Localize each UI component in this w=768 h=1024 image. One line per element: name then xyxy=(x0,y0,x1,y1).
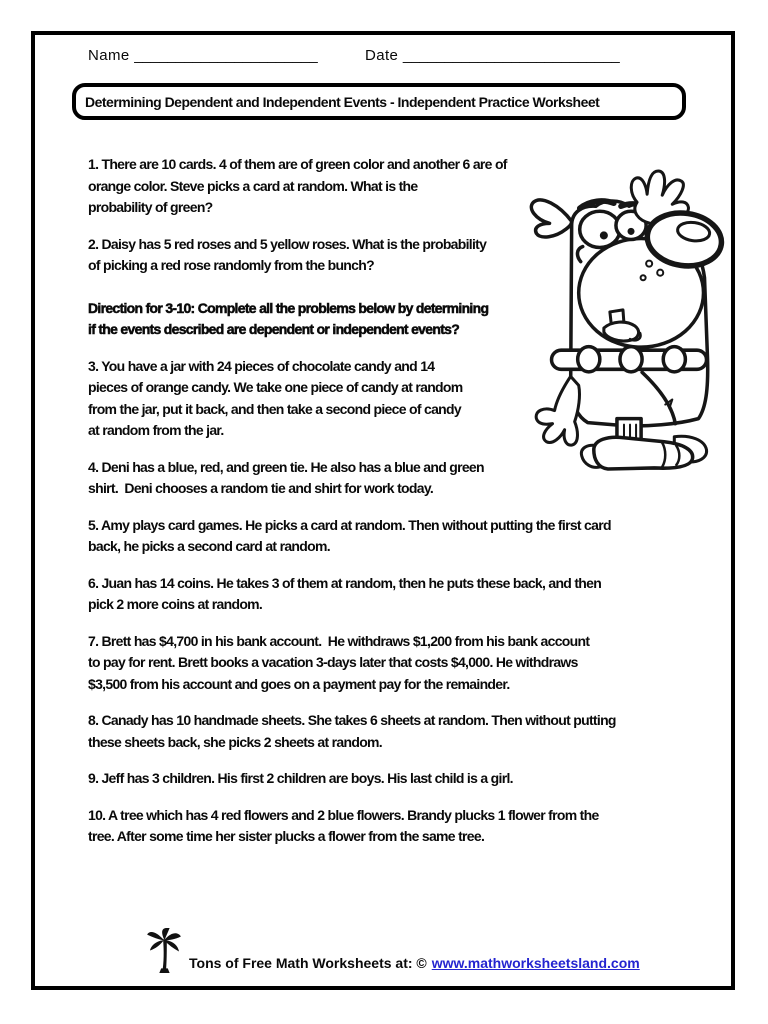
page-border-frame xyxy=(31,31,735,990)
problem-7-line: $3,500 from his account and goes on a payment pay for the remainder. xyxy=(88,675,510,692)
name-label: Name xyxy=(88,47,135,64)
problem-9-line: 9. Jeff has 3 children. His first 2 children are boys. His last child is a girl. xyxy=(88,770,513,786)
cartoon-dog-illustration xyxy=(525,165,727,477)
worksheet-title-box xyxy=(72,83,686,120)
problem-9 xyxy=(88,768,731,790)
problem-7-line: 7. Brett has $4,700 in his bank account. He withdraws $1,200 from his bank account xyxy=(88,632,590,649)
header-row xyxy=(35,47,731,71)
problem-6-line: pick 2 more coins at random. xyxy=(88,596,263,612)
footer-website-link[interactable]: www.mathworksheetsland.com xyxy=(431,955,640,971)
palm-tree-icon xyxy=(147,928,181,973)
problem-10-line: tree. After some time her sister plucks a flower from the same tree. xyxy=(88,828,485,844)
problem-1-line: orange color. Steve picks a card at random. What is the xyxy=(88,177,418,194)
problem-8-line: 8. Canady has 10 handmade sheets. She takes 6 sheets at random. Then without putting xyxy=(88,712,616,728)
name-blank-line: ______________________ xyxy=(134,47,318,64)
dog-svg xyxy=(525,165,727,477)
problem-8-line: these sheets back, she picks 2 sheets at random. xyxy=(88,733,382,750)
footer-credit-text: Tons of Free Math Worksheets at: © xyxy=(189,955,427,971)
problem-6 xyxy=(88,573,731,616)
worksheet-title: Determining Dependent and Independent Events - Independent Practice Worksheet xyxy=(85,93,600,110)
problem-3-line: at random from the jar. xyxy=(88,422,224,438)
problem-6-line: 6. Juan has 14 coins. He takes 3 of them at random, then he puts these back, and then xyxy=(88,574,602,591)
footer xyxy=(147,928,640,973)
direction-line: Direction for 3-10: Complete all the problems below by determining xyxy=(88,299,489,316)
date-field xyxy=(365,47,620,64)
problem-10 xyxy=(88,805,731,848)
problem-4-line: shirt. Deni chooses a random tie and shirt for work today. xyxy=(88,480,434,496)
problem-4-line: 4. Deni has a blue, red, and green tie. He also has a blue and green xyxy=(88,458,484,475)
date-label: Date xyxy=(365,47,403,64)
problem-5 xyxy=(88,515,731,558)
problem-5-line: 5. Amy plays card games. He picks a card at random. Then without putting the first card xyxy=(88,516,611,533)
problem-1-line: 1. There are 10 cards. 4 of them are of green color and another 6 are of xyxy=(88,156,507,172)
problem-3-line: from the jar, put it back, and then take a second piece of candy xyxy=(88,400,461,417)
problem-2-line: 2. Daisy has 5 red roses and 5 yellow roses. What is the probability xyxy=(88,235,487,252)
problem-10-line: 10. A tree which has 4 red flowers and 2 blue flowers. Brandy plucks 1 flower from the xyxy=(88,806,599,823)
problem-7 xyxy=(88,631,731,696)
direction-line: if the events described are dependent or independent events? xyxy=(88,321,460,337)
name-field xyxy=(88,47,318,64)
problem-5-line: back, he picks a second card at random. xyxy=(88,538,330,554)
problem-2-line: of picking a red rose randomly from the bunch? xyxy=(88,257,374,273)
problem-3-line: pieces of orange candy. We take one piece of candy at random xyxy=(88,379,463,395)
problem-7-line: to pay for rent. Brett books a vacation 3-days later that costs $4,000. He withdraws xyxy=(88,654,578,670)
date-blank-line: __________________________ xyxy=(402,47,620,64)
problem-3-line: 3. You have a jar with 24 pieces of chocolate candy and 14 xyxy=(88,357,435,374)
problem-8 xyxy=(88,710,731,753)
problem-1-line: probability of green? xyxy=(88,199,213,215)
